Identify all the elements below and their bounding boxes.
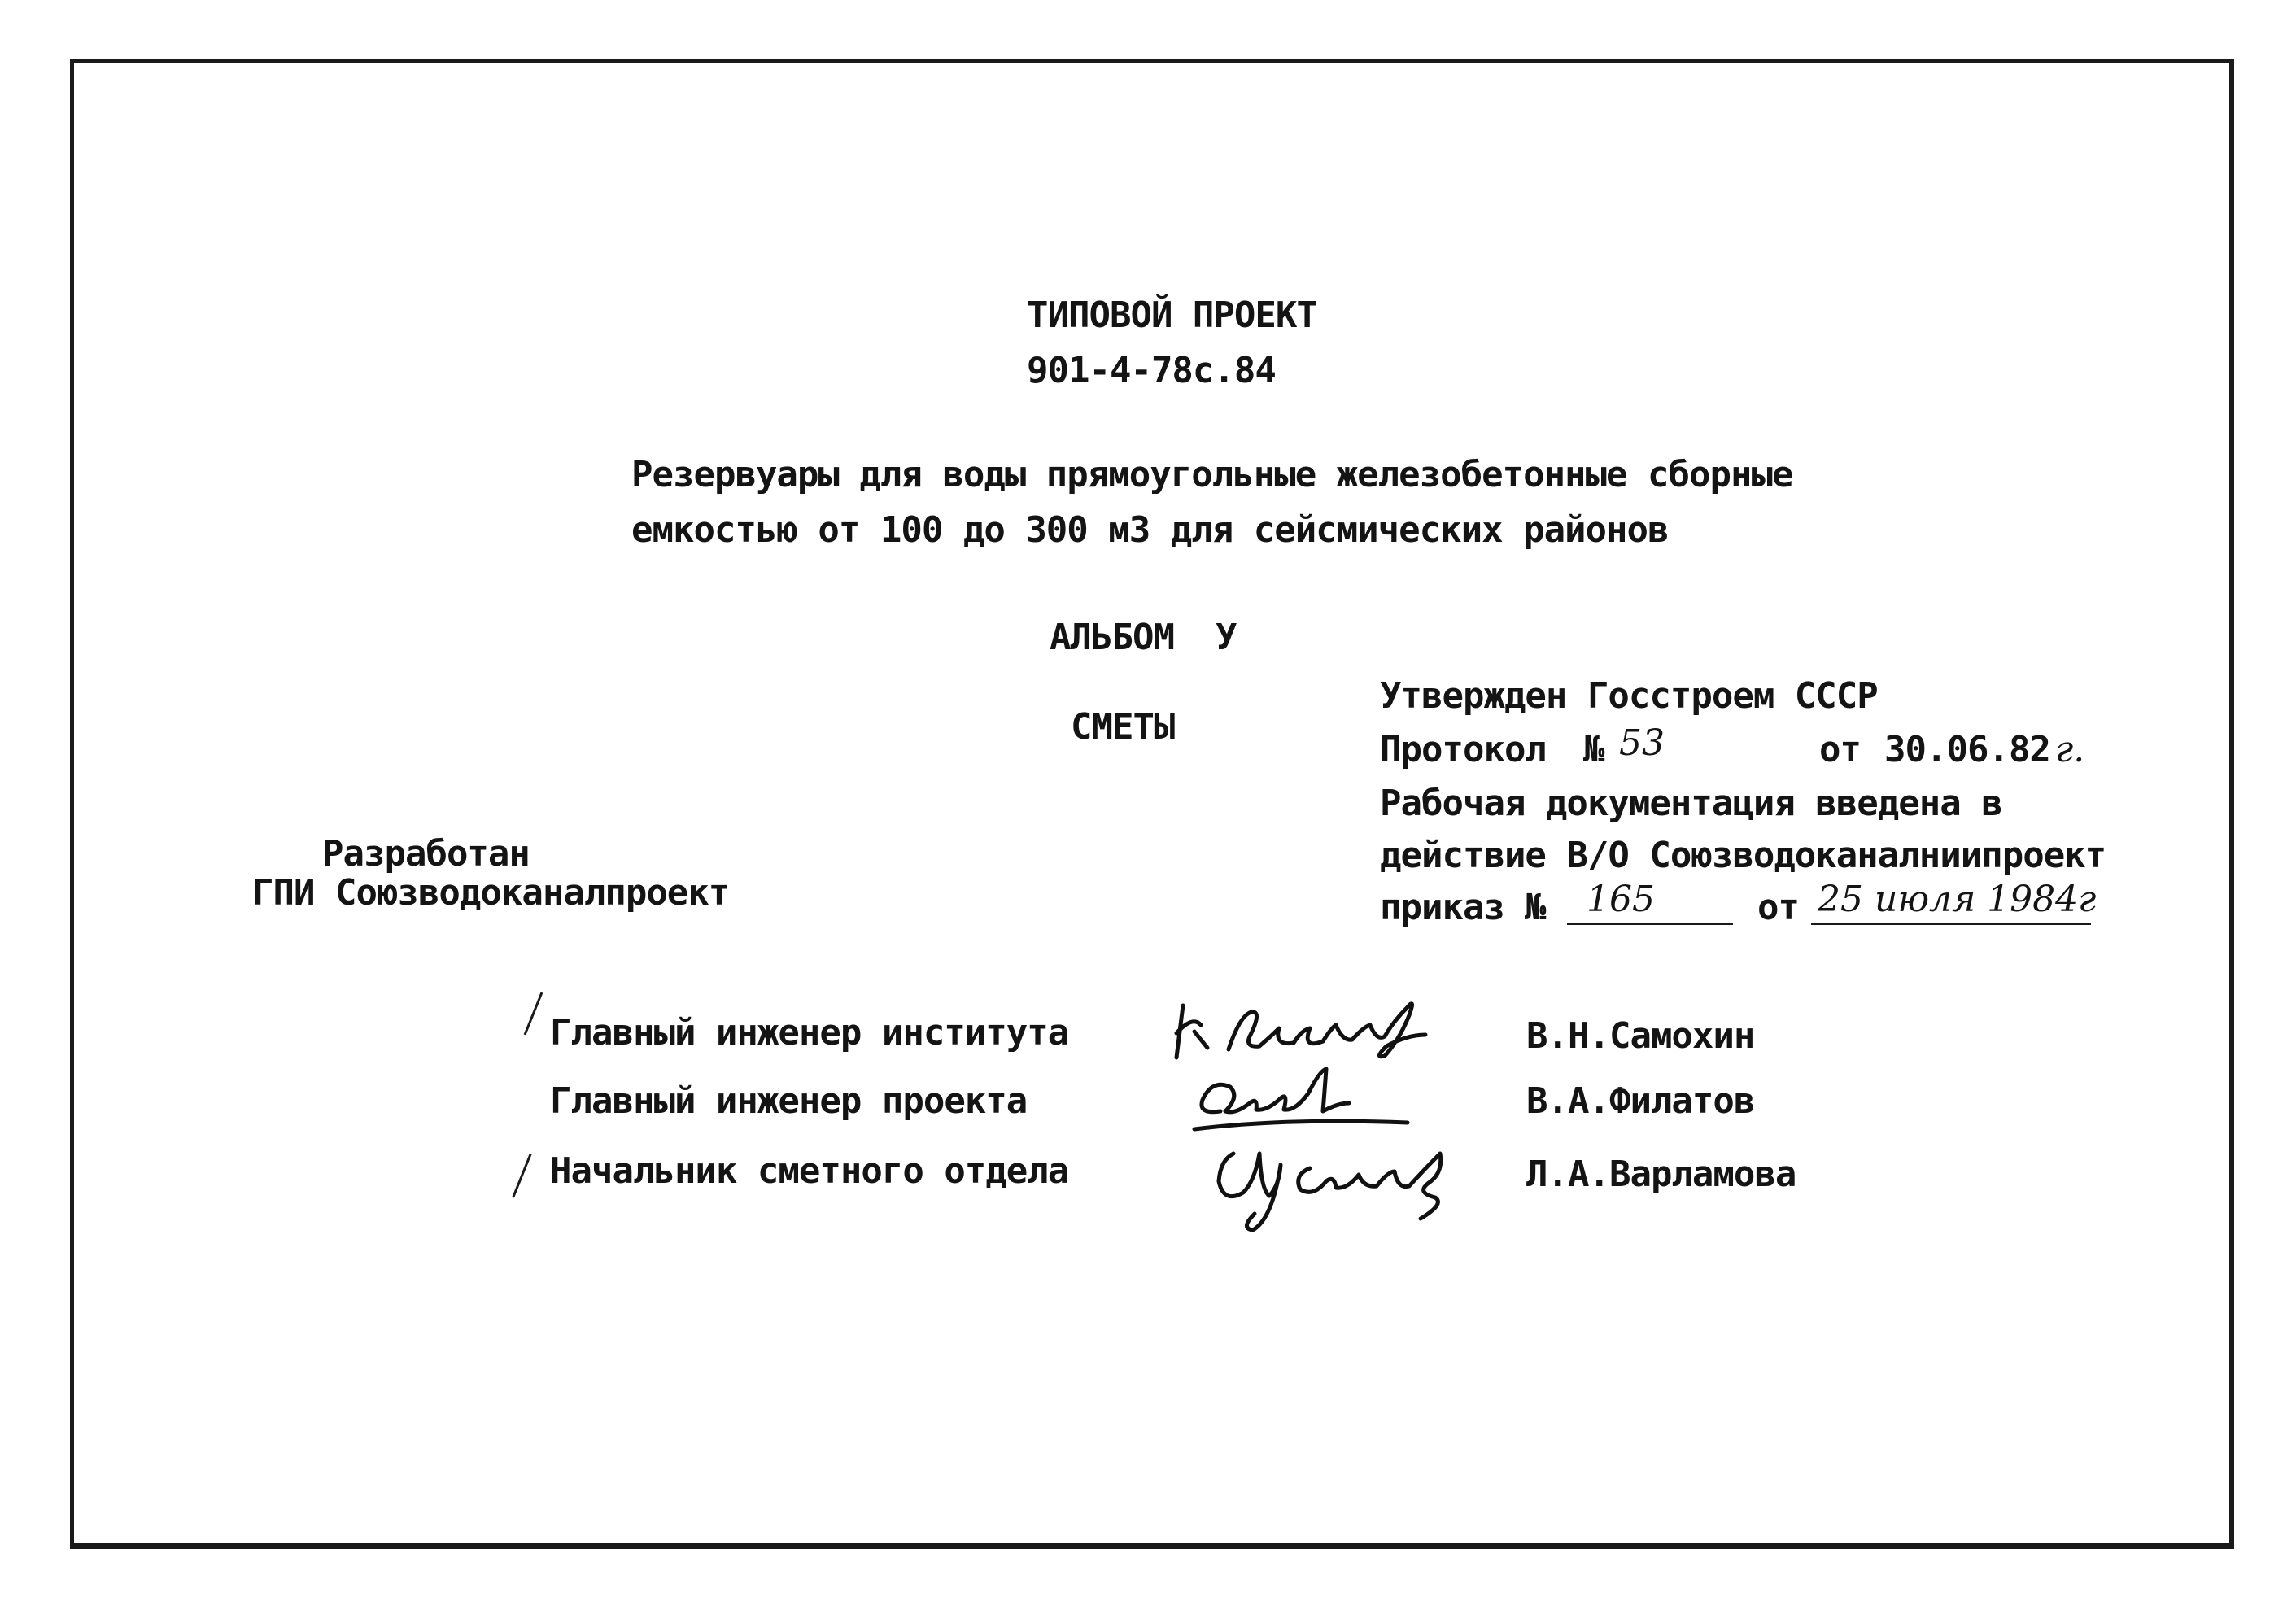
signatory-name-2: В.А.Филатов	[1526, 1080, 1755, 1122]
signatory-position-2: Главный инженер проекта	[550, 1080, 1028, 1122]
order-date-prefix: от	[1757, 887, 1799, 928]
approval-line-3: Рабочая документация введена в	[1380, 783, 2002, 824]
order-number-sign: №	[1525, 887, 1546, 928]
album-title: СМЕТЫ	[1071, 706, 1175, 748]
protocol-date: 30.06.82	[1884, 729, 2050, 770]
signatory-position-1: Главный инженер института	[550, 1012, 1069, 1053]
order-date-suffix: г	[2078, 879, 2097, 920]
signature-3	[1196, 1129, 1456, 1235]
protocol-date-prefix: от	[1819, 729, 1861, 770]
order-label: приказ	[1380, 887, 1504, 928]
order-date-underline	[1811, 923, 2091, 925]
album-label: АЛЬБОМ	[1050, 617, 1174, 658]
order-number-underline	[1567, 923, 1733, 925]
signatory-name-3: Л.А.Варламова	[1526, 1154, 1796, 1195]
order-number: 165	[1587, 879, 1655, 920]
approval-line-4: действие В/О Союзводоканалниипроект	[1380, 835, 2106, 876]
protocol-date-suffix: г.	[2055, 729, 2085, 770]
order-date	[1818, 879, 2096, 921]
protocol-number-sign: №	[1583, 729, 1604, 770]
project-number: 901-4-78с.84	[1027, 350, 1276, 391]
signature-1	[1172, 983, 1448, 1064]
album-number: У	[1215, 617, 1237, 658]
developer-organization: ГПИ Союзводоканалпроект	[252, 872, 730, 914]
order-date-value: 25 июля 1984	[1818, 879, 2079, 920]
subject-line-2: емкостью от 100 до 300 м3 для сейсмических районов	[631, 509, 1669, 551]
document-type: ТИПОВОЙ ПРОЕКТ	[1027, 294, 1317, 336]
developer-label: Разработан	[322, 833, 530, 875]
signatory-name-1: В.Н.Самохин	[1526, 1015, 1755, 1057]
protocol-number: 53	[1619, 722, 1665, 764]
signatory-position-3: Начальник сметного отдела	[550, 1150, 1069, 1192]
subject-line-1: Резервуары для воды прямоугольные железобетонные сборные	[631, 454, 1793, 495]
protocol-label: Протокол	[1380, 729, 1546, 770]
album-heading	[1050, 617, 1236, 659]
approval-line-1: Утвержден Госстроем СССР	[1380, 675, 1878, 717]
